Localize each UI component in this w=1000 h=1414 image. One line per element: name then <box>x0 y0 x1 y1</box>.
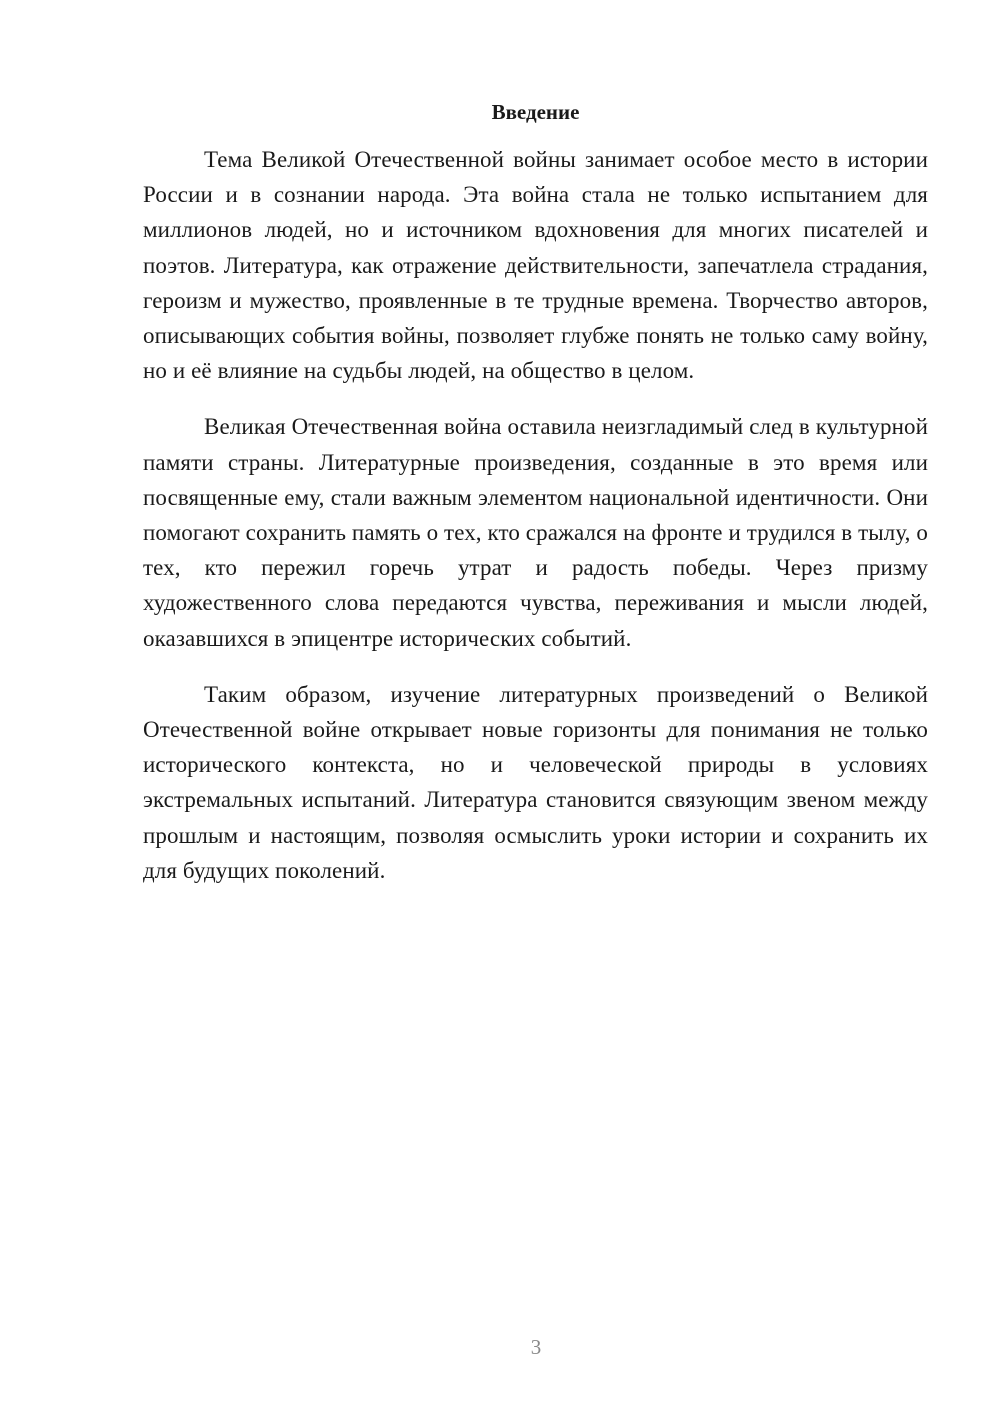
page-number: 3 <box>530 1335 542 1359</box>
body-text <box>143 142 928 909</box>
paragraph-2: Великая Отечественная война оставила неизгладимый след в культурной памяти страны. Литературные произведения, созданные в это время или посвященные ему, стали важным элементом национальной идентичности. Они помогают сохранить память о тех, кто сражался на фронте и трудился в тылу, о тех, кто пережил горечь утрат и радость победы. Через призму художественного слова передаются чувства, переживания и мысли людей, оказавшихся в эпицентре исторических событий. <box>143 414 928 651</box>
section-title: Введение <box>491 100 580 124</box>
paragraph-1: Тема Великой Отечественной войны занимает особое место в истории России и в сознании народа. Эта война стала не только испытанием для миллионов людей, но и источником вдохновения для многих писателей и поэтов. Литература, как отражение действительности, запечатлела страдания, героизм и мужество, проявленные в те трудные времена. Творчество авторов, описывающих события войны, позволяет глубже понять не только саму войну, но и её влияние на судьбы людей, на общество в целом. <box>143 147 928 384</box>
paragraph-3: Таким образом, изучение литературных произведений о Великой Отечественной войне открывает новые горизонты для понимания не только исторического контекста, но и человеческой природы в условиях экстремальных испытаний. Литература становится связующим звеном между прошлым и настоящим, позволяя осмыслить уроки истории и сохранить их для будущих поколений. <box>143 681 928 883</box>
